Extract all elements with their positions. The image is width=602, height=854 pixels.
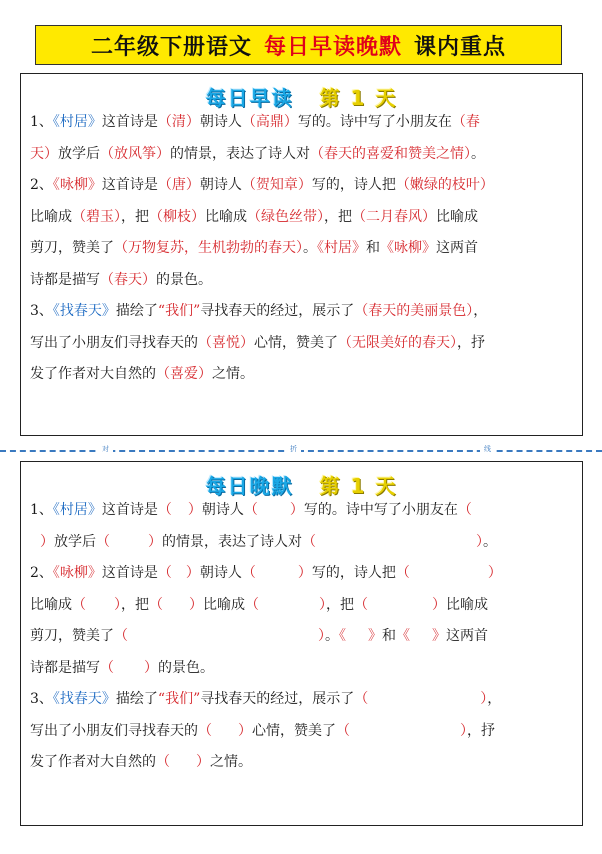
blank-open: （ [114, 628, 128, 644]
q3-text-c: 写出了小朋友们寻找春天的 [30, 722, 198, 739]
q1-text-e: 的情景，表达了诗人对 [162, 533, 302, 550]
q2-text-h: 比喻成 [446, 596, 488, 613]
evening-line-7 [30, 684, 574, 716]
q1-poem-title: 《村居》 [52, 114, 102, 130]
answer-poem-b: 《咏柳》 [380, 240, 436, 256]
q1-end: 。 [483, 533, 497, 550]
q3-text-d: 心情，赞美了 [254, 334, 338, 351]
paren-l: （ [149, 208, 163, 225]
paren-r: ） [44, 145, 58, 162]
paren-r: ） [185, 177, 200, 193]
paren-r: ） [450, 334, 457, 351]
q2-poem-title: 《咏柳》 [52, 565, 102, 581]
q1-text-a: 这首诗是 [101, 114, 158, 130]
blank-open: （ [100, 659, 114, 676]
q3-text-g: 之情。 [210, 754, 252, 770]
q2-text-a: 这首诗是 [101, 565, 158, 581]
morning-line-1 [30, 107, 574, 139]
answer-feeling: 春天的喜爱和赞美之情 [324, 145, 464, 162]
blank-open: （ [96, 533, 110, 550]
morning-line-6 [30, 265, 574, 297]
paren-l: （ [354, 303, 369, 319]
paren-l: （ [338, 334, 352, 351]
q1-text-c: 写的。诗中写了小朋友在 [297, 114, 452, 130]
q2-text-i: 剪刀，赞美了 [30, 628, 114, 644]
answer-season-part2: 天 [30, 145, 44, 162]
blank-open: （ [243, 502, 258, 518]
q2-text-a: 这首诗是 [101, 177, 158, 193]
q2-text-f: 比喻成 [205, 208, 247, 225]
paren-r: ） [317, 208, 324, 225]
evening-line-2 [30, 527, 574, 559]
blank-close: ） [144, 659, 158, 676]
answer-wind: 二月春风 [366, 208, 422, 225]
blank-open: （ [149, 596, 163, 613]
paren-l: （ [114, 240, 128, 256]
paren-r: ） [283, 114, 298, 130]
q2-text-e: ，把 [121, 596, 149, 613]
evening-body [30, 495, 574, 779]
page-title [35, 25, 562, 65]
answer-branches: 嫩绿的枝叶 [409, 177, 480, 193]
answer-ribbon: 绿色丝带 [261, 208, 317, 225]
blank-close: ） [189, 596, 203, 613]
morning-line-5 [30, 233, 574, 265]
answer-spring-revival: 万物复苏，生机勃勃的春天 [128, 240, 296, 256]
paren-r: ） [422, 208, 436, 225]
book-open: 《 [396, 628, 410, 644]
paren-l: （ [352, 208, 366, 225]
evening-line-1 [30, 495, 574, 527]
q3-text-b: 寻找春天的经过，展示了 [200, 691, 355, 707]
paren-l: （ [72, 208, 86, 225]
q3-text-we: “我们” [157, 691, 201, 707]
morning-body [30, 107, 574, 391]
blank-close: ） [40, 533, 54, 550]
answer-love: 喜爱 [170, 366, 198, 382]
morning-line-4 [30, 202, 574, 234]
answer-willow: 柳枝 [163, 208, 191, 225]
q1-text-b: 朝诗人 [199, 114, 242, 130]
paren-r: ） [479, 177, 494, 193]
q2-text-h: 比喻成 [436, 208, 478, 225]
paren-l: （ [247, 208, 261, 225]
q2-and: 和 [382, 628, 396, 644]
q1-text-e: 的情景，表达了诗人对 [170, 145, 310, 162]
q3-comma: ， [487, 691, 502, 707]
blank-close: ） [114, 596, 121, 613]
blank-open: （ [354, 596, 368, 613]
title-grade: 二年级下册语文 [90, 33, 252, 60]
paren-l: （ [157, 114, 172, 130]
morning-day-badge: 第 1 天 [319, 85, 398, 110]
q2-text-g: ，把 [326, 596, 354, 613]
answer-jade: 碧玉 [86, 208, 114, 225]
morning-line-7 [30, 296, 574, 328]
blank-close: ） [148, 533, 162, 550]
blank-close: ） [185, 565, 200, 581]
q2-text-j: 这两首 [446, 628, 488, 644]
answer-dynasty: 清 [171, 114, 186, 130]
morning-badge: 每日早读 [205, 85, 294, 110]
blank-close: ） [196, 754, 210, 770]
answer-spring: 春天 [114, 271, 142, 288]
evening-line-4 [30, 590, 574, 622]
paren-r: ） [296, 240, 303, 256]
evening-line-9 [30, 747, 574, 779]
paren-l: （ [100, 271, 114, 288]
q1-number: 1、 [30, 114, 53, 130]
q2-text-l: 的景色。 [156, 271, 212, 288]
q1-text-d: 放学后 [58, 145, 100, 162]
answer-joy: 喜悦 [212, 334, 240, 351]
q3-text-a: 描绘了 [115, 303, 158, 319]
evening-badge: 每日晚默 [205, 473, 294, 498]
morning-reading-card [20, 73, 583, 436]
paren-l: （ [241, 114, 256, 130]
blank-close: ） [238, 722, 252, 739]
book-close: 》 [432, 628, 446, 644]
blank-open: （ [395, 565, 410, 581]
book-close: 》 [368, 628, 382, 644]
evening-line-5 [30, 621, 574, 653]
morning-line-2 [30, 139, 574, 171]
blank-close: ） [187, 502, 202, 518]
paren-r: ） [185, 114, 200, 130]
evening-line-6 [30, 653, 574, 685]
q2-text-k: 诗都是描写 [30, 659, 100, 676]
q3-text-title: 《找春天》 [52, 303, 116, 319]
q2-text-b: 朝诗人 [199, 565, 242, 581]
answer-poet: 贺知章 [255, 177, 298, 193]
paren-l: （ [395, 177, 410, 193]
answer-scenery: 春天的美丽景色 [368, 303, 467, 319]
answer-poet: 高鼎 [255, 114, 284, 130]
fold-line [0, 446, 602, 456]
paren-l: （ [198, 334, 212, 351]
blank-open: （ [336, 722, 350, 739]
fold-label-2: 折 [286, 444, 301, 454]
paren-l: （ [157, 177, 172, 193]
q2-number: 2、 [30, 565, 53, 581]
blank-close: ） [318, 628, 325, 644]
book-open: 《 [339, 628, 346, 644]
q3-text-a: 描绘了 [115, 691, 158, 707]
blank-close: ） [432, 596, 446, 613]
paren-r: ） [297, 177, 312, 193]
paren-l: （ [451, 114, 466, 130]
paren-l: （ [156, 366, 170, 382]
blank-close: ） [289, 502, 304, 518]
morning-line-9 [30, 359, 574, 391]
blank-open: （ [354, 691, 369, 707]
q2-text-i: 剪刀，赞美了 [30, 240, 114, 256]
blank-open: （ [72, 596, 86, 613]
blank-open: （ [457, 502, 472, 518]
paren-l: （ [241, 177, 256, 193]
q2-text-d: 比喻成 [30, 596, 72, 613]
q3-text-title: 《找春天》 [52, 691, 116, 707]
blank-open: （ [302, 533, 316, 550]
blank-close: ） [460, 722, 467, 739]
evening-dictation-card [20, 461, 583, 826]
paren-l: （ [100, 145, 114, 162]
q2-and: 和 [366, 240, 380, 256]
q2-text-d: 比喻成 [30, 208, 72, 225]
paren-r: ） [466, 303, 474, 319]
blank-open: （ [157, 502, 172, 518]
blank-close: ） [297, 565, 312, 581]
q3-text-c: 写出了小朋友们寻找春天的 [30, 334, 198, 351]
paren-r: ） [240, 334, 254, 351]
q1-text-c: 写的。诗中写了小朋友在 [303, 502, 458, 518]
q3-comma: ， [473, 303, 488, 319]
q3-text-f: 发了作者对大自然的 [30, 366, 156, 382]
paren-r: ） [464, 145, 471, 162]
q3-text-g: 之情。 [212, 366, 254, 382]
q2-period: 。 [325, 628, 339, 644]
blank-close: ） [476, 533, 483, 550]
blank-open: （ [198, 722, 212, 739]
title-highlight: 每日早读晚默 [263, 33, 402, 60]
q2-text-l: 的景色。 [158, 659, 214, 676]
q3-text-d: 心情，赞美了 [252, 722, 336, 739]
blank-open: （ [241, 565, 256, 581]
fold-label-3: 线 [480, 444, 495, 454]
q1-text-b: 朝诗人 [201, 502, 244, 518]
blank-close: ） [487, 565, 502, 581]
q3-number: 3、 [30, 303, 53, 319]
q1-number: 1、 [30, 502, 53, 518]
q2-text-j: 这两首 [436, 240, 478, 256]
morning-line-3 [30, 170, 574, 202]
q2-text-c: 写的，诗人把 [311, 565, 396, 581]
q2-poem-title: 《咏柳》 [52, 177, 102, 193]
q2-text-k: 诗都是描写 [30, 271, 100, 288]
evening-line-3 [30, 558, 574, 590]
q2-text-e: ，把 [121, 208, 149, 225]
q1-end: 。 [471, 145, 485, 162]
q3-text-e: ，抒 [467, 722, 495, 739]
evening-line-8 [30, 716, 574, 748]
morning-line-8 [30, 328, 574, 360]
q1-poem-title: 《村居》 [52, 502, 102, 518]
q2-period: 。 [303, 240, 317, 256]
q3-number: 3、 [30, 691, 53, 707]
blank-open: （ [156, 754, 170, 770]
q3-text-f: 发了作者对大自然的 [30, 754, 156, 770]
title-key-points: 课内重点 [414, 33, 507, 60]
blank-open: （ [157, 565, 172, 581]
answer-season-part1: 春 [465, 114, 480, 130]
q2-text-f: 比喻成 [203, 596, 245, 613]
paren-l: （ [310, 145, 324, 162]
blank-close: ） [319, 596, 326, 613]
blank-close: ） [480, 691, 488, 707]
answer-dynasty: 唐 [171, 177, 186, 193]
q2-number: 2、 [30, 177, 53, 193]
answer-activity: 放风筝 [114, 145, 156, 162]
fold-dash [0, 450, 602, 452]
paren-r: ） [156, 145, 170, 162]
paren-r: ） [142, 271, 156, 288]
paren-r: ） [114, 208, 121, 225]
q2-text-c: 写的，诗人把 [311, 177, 396, 193]
evening-day-badge: 第 1 天 [319, 473, 398, 498]
answer-poem-a: 《村居》 [317, 240, 366, 256]
paren-r: ） [198, 366, 212, 382]
q1-text-a: 这首诗是 [101, 502, 158, 518]
answer-beautiful-spring: 无限美好的春天 [352, 334, 450, 351]
fold-label-1: 对 [98, 444, 113, 454]
q1-text-d: 放学后 [54, 533, 96, 550]
q3-text-e: ，抒 [457, 334, 485, 351]
q2-text-b: 朝诗人 [199, 177, 242, 193]
q3-text-we: “我们” [157, 303, 201, 319]
q3-text-b: 寻找春天的经过，展示了 [200, 303, 355, 319]
q2-text-g: ，把 [324, 208, 352, 225]
blank-open: （ [245, 596, 259, 613]
paren-r: ） [191, 208, 205, 225]
